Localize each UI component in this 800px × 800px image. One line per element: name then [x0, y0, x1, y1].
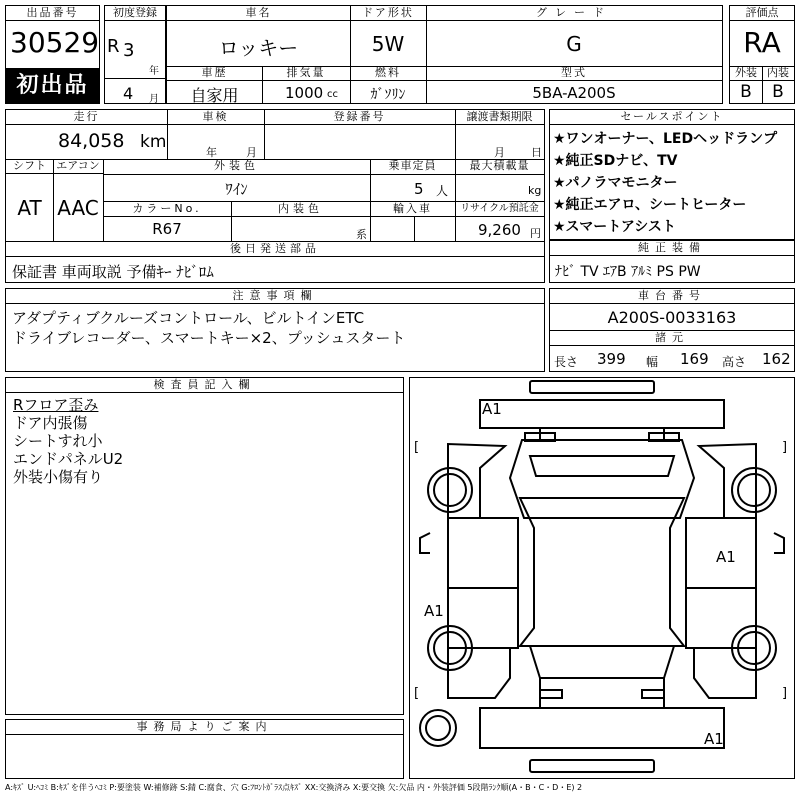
- sales-point: ★純正SDナビ、TV: [553, 153, 678, 169]
- int-color-suffix: 系: [356, 228, 367, 241]
- year-unit: 年: [149, 66, 159, 77]
- capacity: 5: [414, 180, 424, 198]
- score-box: [729, 5, 795, 104]
- equipment: ﾅﾋﾞ TV ｴｱB ｱﾙﾐ PS PW: [555, 264, 701, 280]
- load-label: 最大積載量: [469, 159, 530, 172]
- bracket-mark: [: [414, 686, 420, 701]
- legend: A:ｷｽﾞ U:ﾍｺﾐ B:ｷｽﾞを伴うﾍｺﾐ P:要塗装 W:補修跡 S:錆 C:腐食、穴 G:ﾌﾛﾝﾄｶﾞﾗｽ点ｷｽﾞ XX:交換済み X:要交換 欠:欠品 内・外装評価 5段階ﾗﾝｸ順(A・B・C・D・E) 2: [5, 783, 583, 792]
- office-label: 事務局よりご案内: [6, 720, 403, 735]
- inspector-line: シートすれ小: [13, 432, 103, 450]
- damage-mark: A1: [482, 400, 502, 418]
- insp-year-unit: 年: [206, 146, 217, 159]
- displacement: 1000: [285, 84, 324, 102]
- grade: G: [566, 32, 582, 56]
- reg-no-label: 登録番号: [333, 110, 386, 123]
- score-label: 評価点: [730, 6, 794, 21]
- bracket-mark: ]: [782, 440, 788, 455]
- ac-label: エアコン: [56, 159, 100, 172]
- height: 162: [762, 350, 791, 368]
- interior-label: 内装: [767, 66, 789, 79]
- fuel: ｶﾞｿﾘﾝ: [370, 87, 406, 103]
- ext-color: ﾜｲﾝ: [225, 180, 248, 198]
- transfer-month-unit: 月: [494, 146, 505, 159]
- recycle: 9,260: [478, 221, 521, 239]
- chassis-label: 車台番号: [550, 289, 794, 304]
- door-label: ドア形状: [362, 6, 414, 19]
- score: RA: [743, 26, 781, 59]
- inspector-line: ドア内張傷: [13, 414, 88, 432]
- width-label: 幅: [646, 355, 659, 369]
- bracket-mark: [: [414, 440, 420, 455]
- length: 399: [597, 350, 626, 368]
- lot-label: 出品番号: [6, 6, 99, 21]
- damage-mark: A1: [424, 602, 444, 620]
- recycle-label: リサイクル預託金: [460, 203, 539, 214]
- chassis-number: A200S-0033163: [607, 308, 737, 327]
- inspector-line: エンドパネルU2: [13, 450, 124, 468]
- shift: AT: [17, 196, 42, 220]
- damage-mark: A1: [704, 730, 724, 748]
- insp-month-unit: 月: [246, 146, 257, 159]
- recycle-unit: 円: [530, 227, 541, 240]
- fuel-label: 燃料: [375, 66, 401, 79]
- height-label: 高さ: [722, 355, 747, 369]
- sales-point: ★パノラマモニター: [553, 175, 678, 191]
- first-reg-label: 初度登録: [105, 6, 165, 21]
- first-listing-text: 初出品: [16, 73, 89, 98]
- history-label: 車歴: [201, 66, 228, 79]
- bracket-mark: ]: [782, 686, 788, 701]
- transfer-label: 譲渡書類期限: [466, 110, 533, 123]
- lot-box: [5, 5, 100, 104]
- exterior-score: B: [740, 82, 752, 102]
- color-no: R67: [152, 220, 182, 238]
- exterior-label: 外装: [735, 66, 757, 79]
- equipment-label: 純正装備: [550, 241, 794, 256]
- reg-month: 4: [123, 84, 134, 103]
- car-name: ロッキー: [218, 36, 299, 60]
- month-unit: 月: [149, 94, 159, 105]
- length-label: 長さ: [554, 355, 579, 369]
- inspector-line: Rフロア歪み: [13, 396, 99, 414]
- color-no-label: カラーNo.: [132, 202, 202, 215]
- capacity-unit: 人: [436, 184, 449, 198]
- model-code: 5BA-A200S: [532, 84, 616, 102]
- sales-box: [549, 109, 795, 240]
- history: 自家用: [190, 86, 239, 105]
- notes-label: 注意事項欄: [6, 289, 544, 304]
- mileage-unit: km: [140, 132, 167, 152]
- sales-label: セールスポイント: [550, 110, 794, 125]
- era: R: [107, 36, 120, 57]
- lot-number: 30529: [10, 26, 100, 59]
- reg-year: 3: [123, 40, 135, 61]
- load-unit: kg: [528, 184, 542, 197]
- inspector-box: [5, 377, 404, 715]
- mileage-label: 走行: [73, 110, 100, 123]
- notes-line: アダプティブクルーズコントロール、ビルトインETC: [12, 309, 365, 327]
- inspection-label: 車検: [202, 110, 229, 123]
- door-type: 5W: [371, 32, 405, 56]
- model-label: 型式: [561, 66, 587, 79]
- ac: AAC: [57, 196, 99, 220]
- inspector-label: 検査員記入欄: [6, 378, 403, 393]
- details-box: [5, 109, 545, 283]
- first-reg-box: [104, 5, 166, 104]
- spec-label: 諸元: [655, 331, 689, 344]
- displacement-unit: cc: [327, 89, 338, 100]
- later-parts: 保証書 車両取説 予備ｷｰ ﾅﾋﾞﾛﾑ: [12, 263, 214, 281]
- import-label: 輸入車: [393, 202, 432, 215]
- equipment-box: [549, 240, 795, 283]
- shift-label: シフト: [13, 159, 46, 172]
- office-box: [5, 719, 404, 779]
- damage-mark: A1: [716, 548, 736, 566]
- chassis-box: [549, 288, 795, 372]
- displacement-label: 排気量: [286, 66, 326, 79]
- car-diagram: [409, 377, 795, 779]
- vehicle-box: [166, 5, 723, 104]
- ext-color-label: 外装色: [214, 159, 259, 172]
- capacity-label: 乗車定員: [388, 159, 437, 172]
- car-name-label: 車名: [245, 6, 272, 19]
- later-parts-label: 後日発送部品: [230, 242, 320, 255]
- sales-point: ★ワンオーナー、LEDヘッドランプ: [553, 131, 778, 147]
- car-outline-svg: [410, 378, 794, 778]
- grade-label: グレード: [536, 6, 612, 19]
- sales-point: ★スマートアシスト: [553, 219, 676, 235]
- first-listing-badge: [6, 68, 99, 103]
- inspector-line: 外装小傷有り: [13, 468, 104, 486]
- notes-line: ドライブレコーダー、スマートキー×2、プッシュスタート: [12, 329, 406, 347]
- mileage: 84,058: [58, 130, 125, 152]
- width: 169: [680, 350, 709, 368]
- notes-box: [5, 288, 545, 372]
- transfer-day-unit: 日: [531, 146, 542, 159]
- int-color-label: 内装色: [278, 202, 323, 215]
- sales-point: ★純正エアロ、シートヒーター: [553, 197, 747, 213]
- interior-score: B: [772, 82, 784, 102]
